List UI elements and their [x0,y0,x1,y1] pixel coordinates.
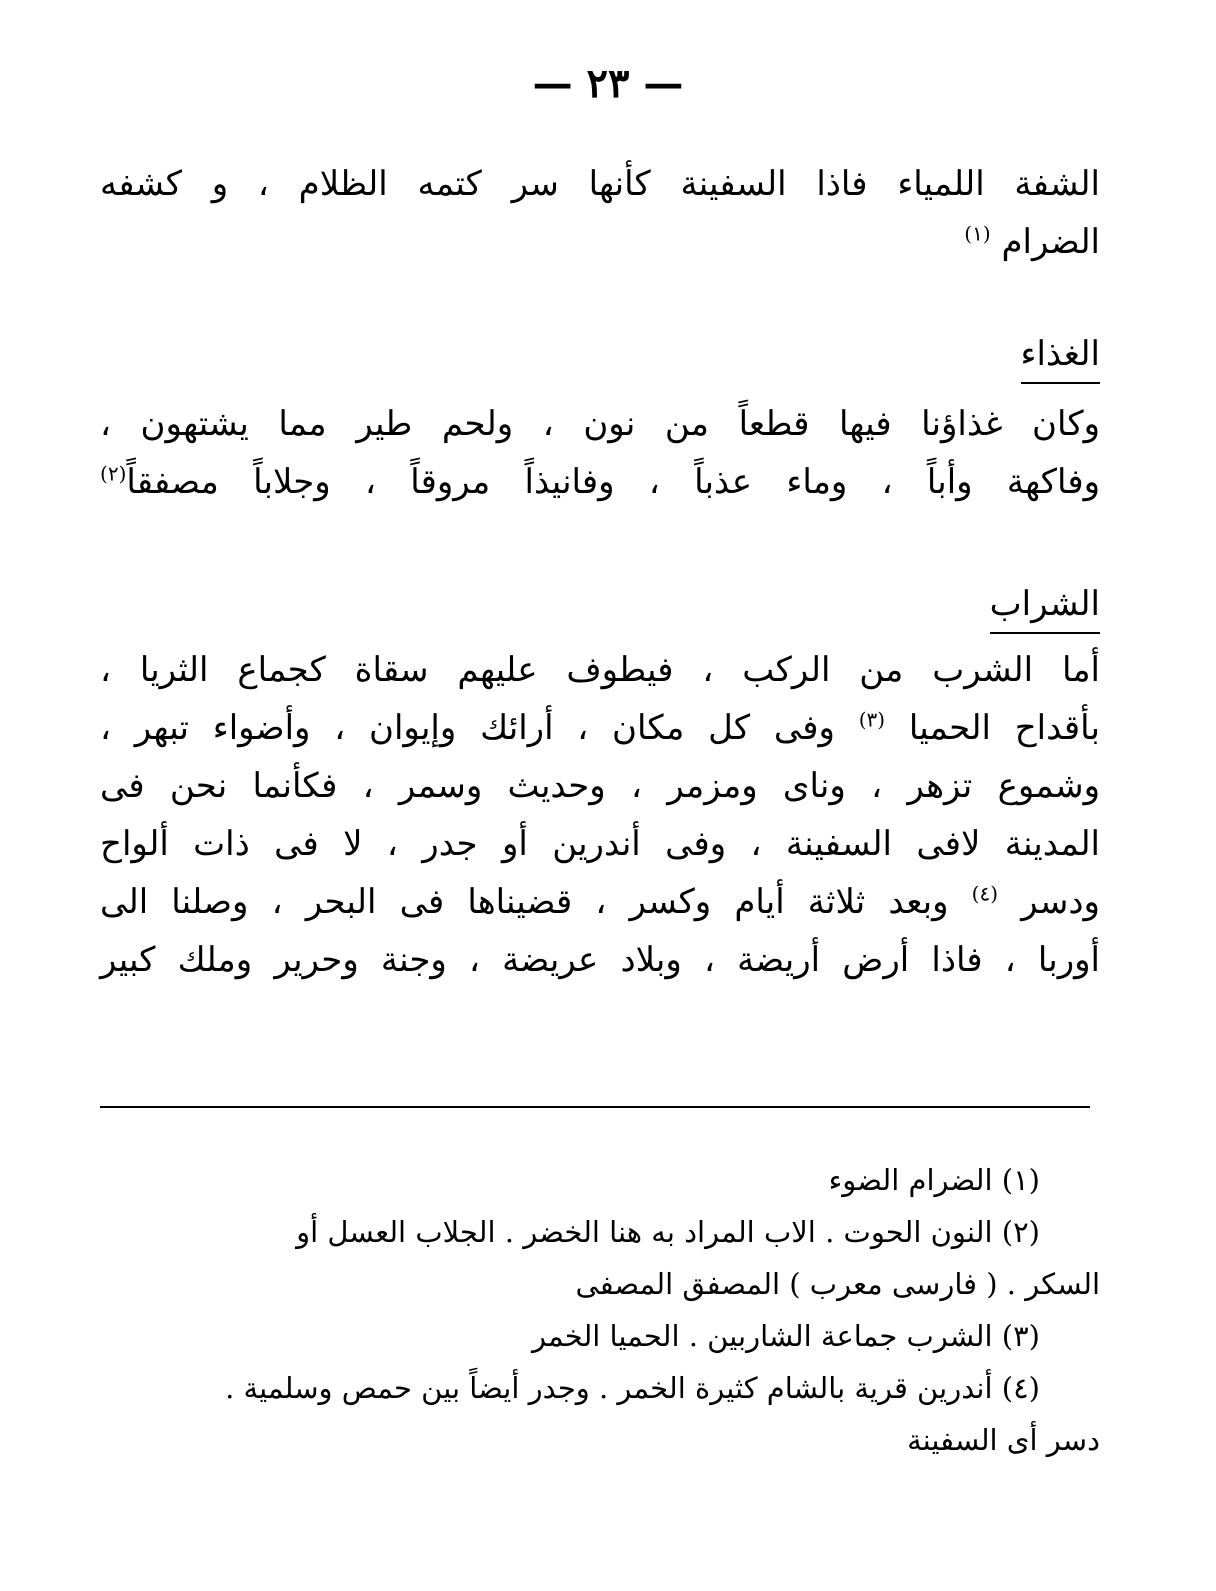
body-text-span: وفى كل مكان ، أرائك وإيوان ، وأضواء تبهر ، [100,708,835,748]
body-line: وكان غذاؤنا فيها قطعاً من نون ، ولحم طير مما يشتهون ، [100,404,1100,444]
body-line [100,704,1100,762]
body-line: وشموع تزهر ، وناى ومزمر ، وحديث وسمر ، فكأنما نحن فى [100,766,1100,806]
section-heading-food: الغذاء [1021,330,1101,384]
page-number: — ٢٣ — [532,60,684,107]
body-text-span: الضرام [1001,222,1100,262]
body-line [100,458,1100,516]
body-line: الشفة اللمياء فاذا السفينة كأنها سر كتمه الظلام ، و كشفه [100,164,1100,204]
body-line: أما الشرب من الركب ، فيطوف عليهم سقاة كجماع الثريا ، [100,650,1100,690]
section-heading-drink: الشراب [990,580,1100,634]
footnote-1: (١) الضرام الضوء [828,1163,1040,1197]
footnote-4-continued: دسر أى السفينة [907,1423,1100,1457]
body-text-span: وفاكهة وأباً ، وماء عذباً ، وفانيذاً مروقاً ، وجلاباً مصفقاً [126,462,1100,502]
section-drink [100,580,1100,994]
footnote-separator [100,1106,1090,1108]
body-line: المدينة لافى السفينة ، وفى أندرين أو جدر ، لا فى ذات ألواح [100,824,1100,864]
opening-paragraph [100,160,1100,276]
footnote-ref-1: (١) [964,221,991,246]
body-text-span: ودسر [1021,882,1100,922]
body-text-span: بأقداح الحميا [908,708,1101,748]
body-line: أوربا ، فاذا أرض أريضة ، وبلاد عريضة ، وجنة وحرير وملك كبير [100,940,1100,980]
body-line [100,218,1100,276]
footnote-4: (٤) أندرين قرية بالشام كثيرة الخمر . وجدر أيضاً بين حمص وسلمية . [225,1371,1040,1405]
footnote-2-continued: السكر . ( فارسى معرب ) المصفق المصفى [575,1267,1100,1301]
footnote-ref-3: (٣) [858,707,886,732]
footnote-ref-4: (٤) [971,881,999,906]
footnotes [90,1160,1100,1472]
footnote-ref-2: (٢) [100,461,127,486]
footnote-3: (٣) الشرب جماعة الشاربين . الحميا الخمر [531,1319,1040,1353]
section-food [100,330,1100,516]
footnote-2: (٢) النون الحوت . الاب المراد به هنا الخضر . الجلاب العسل أو [296,1215,1040,1249]
body-text-span: وبعد ثلاثة أيام وكسر ، قضيناها فى البحر ، وصلنا الى [100,882,949,922]
body-line [100,878,1100,936]
